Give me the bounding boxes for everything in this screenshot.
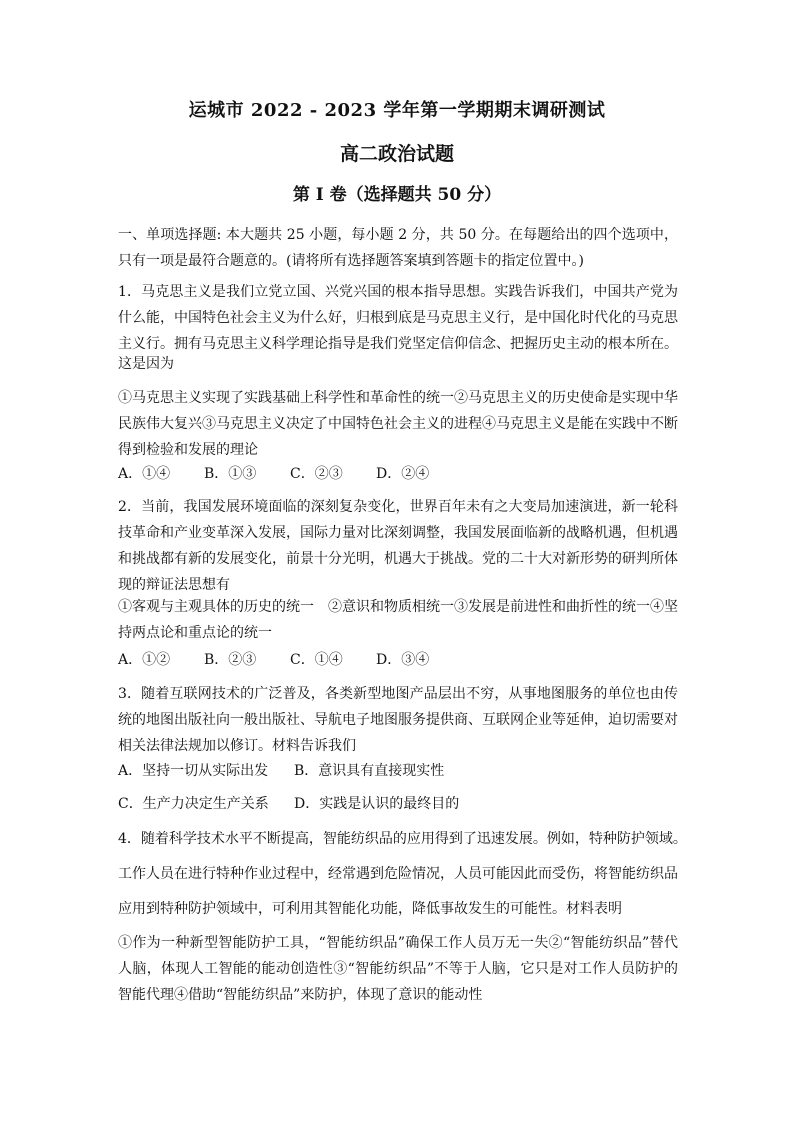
subject-title: 高二政治试题 <box>339 143 454 165</box>
question-2-options <box>118 647 429 673</box>
question-3-options-row-2 <box>118 791 459 817</box>
option-a[interactable]: A．坚持一切从实际出发 <box>118 763 269 779</box>
question-4-stem-line-3: 应用到特种防护领域中，可利用其智能化功能，降低事故发生的可能性。材料表明 <box>118 901 622 917</box>
option-b[interactable]: B．②③ <box>204 652 257 668</box>
question-3-stem: 3．随着互联网技术的广泛普及，各类新型地图产品层出不穷，从事地图服务的单位也由传统的地图出版社向一般出版社、导航电子地图服务提供商、互联网企业等延伸，迫切需要对相关法律法规加以修订。材料告诉我们 <box>118 686 678 754</box>
option-d[interactable]: D．③④ <box>376 652 430 668</box>
section-title: 第 I 卷（选择题共 50 分） <box>292 185 502 205</box>
option-b[interactable]: B．意识具有直接现实性 <box>294 763 445 779</box>
instructions: 一、单项选择题: 本大题共 25 小题，每小题 2 分，共 50 分。在每题给出的四个选项中，只有一项是最符合题意的。(请将所有选择题答案填到答题卡的指定位置中。) <box>118 227 678 269</box>
option-c[interactable]: C．②③ <box>290 466 343 482</box>
option-c[interactable]: C．①④ <box>290 652 343 668</box>
question-4-stem-line-2: 工作人员在进行特种作业过程中，经常遇到危险情况，人员可能因此而受伤，将智能纺织品 <box>118 866 678 882</box>
option-a[interactable]: A．①② <box>118 652 171 668</box>
option-a[interactable]: A．①④ <box>118 466 171 482</box>
option-c[interactable]: C．生产力决定生产关系 <box>118 796 269 812</box>
question-4-stem-line-1: 4．随着科学技术水平不断提高，智能纺织品的应用得到了迅速发展。例如，特种防护领域。 <box>118 831 687 847</box>
question-1-statements: ①马克思主义实现了实践基础上科学性和革命性的统一②马克思主义的历史使命是实现中华民族伟大复兴③马克思主义决定了中国特色社会主义的进程④马克思主义是能在实践中不断得到检验和发展的理论 <box>118 390 678 458</box>
question-3-options-row-1 <box>118 758 444 784</box>
option-d[interactable]: D．②④ <box>376 466 430 482</box>
option-d[interactable]: D．实践是认识的最终目的 <box>294 796 460 812</box>
question-2-statements: ①客观与主观具体的历史的统一 ②意识和物质相统一③发展是前进性和曲折性的统一④坚持两点论和重点论的统一 <box>118 599 678 641</box>
exam-main-title: 运城市 2022 - 2023 学年第一学期期末调研测试 <box>188 100 606 121</box>
question-1-stem-tail: 这是因为 <box>118 356 174 372</box>
option-b[interactable]: B．①③ <box>204 466 257 482</box>
question-2-stem: 2．当前，我国发展环境面临的深刻复杂变化，世界百年未有之大变局加速演进，新一轮科技革命和产业变革深入发展，国际力量对比深刻调整，我国发展面临新的战略机遇，但机遇和挑战都有新的发展变化，前景十分光明，机遇大于挑战。党的二十大对新形势的研判所体现的辩证法思想有 <box>118 499 678 593</box>
question-4-statements: ①作为一种新型智能防护工具，“智能纺织品”确保工作人员万无一失②“智能纺织品”替代人脑，体现人工智能的能动创造性③“智能纺织品”不等于人脑，它只是对工作人员防护的智能代理④借助“智能纺织品”来防护，体现了意识的能动性 <box>118 935 678 1003</box>
question-1-options <box>118 461 429 487</box>
question-1-stem: 1．马克思主义是我们立党立国、兴党兴国的根本指导思想。实践告诉我们，中国共产党为什么能，中国特色社会主义为什么好，归根到底是马克思主义行，是中国化时代化的马克思主义行。拥有马克思主义科学理论指导是我们党坚定信仰信念、把握历史主动的根本所在。 <box>118 284 678 352</box>
